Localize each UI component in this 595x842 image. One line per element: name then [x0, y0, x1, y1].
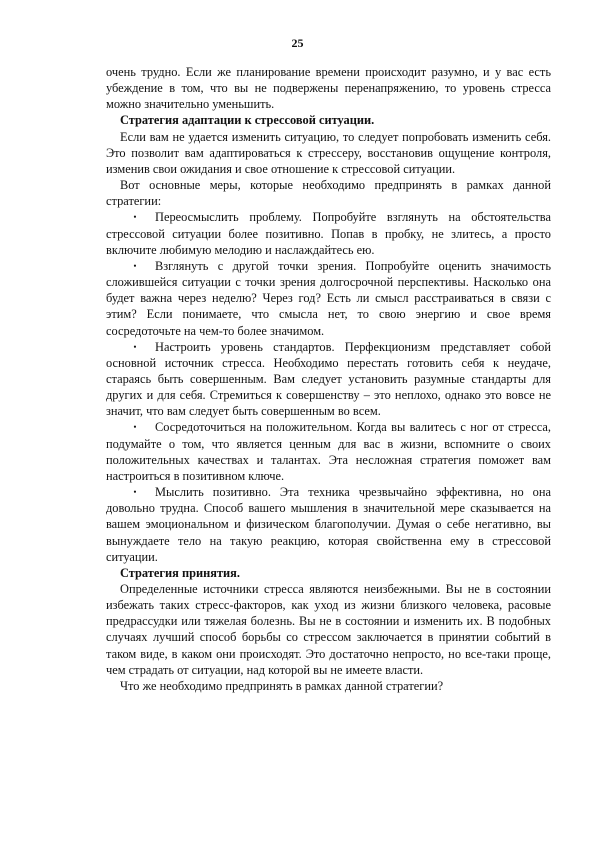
- acceptance-paragraph-2: Что же необходимо предпринять в рамках данной стратегии?: [120, 678, 444, 693]
- acceptance-paragraph-1: Определенные источники стресса являются неизбежными. Вы не в состоянии избежать таких стресс-факторов, как уход из жизни близкого человека, расовые предрассудки или тяжелая болезнь. Вы не в состоянии и изменить их. В подобных случаях лучший способ борьбы со стрессом заключается в принятии событий в таком виде, в каком они происходят. Это достаточно непросто, но все-таки проще, чем страдать от ситуации, над которой вы не имеете власти.: [106, 582, 551, 677]
- bullet-marker: •: [133, 341, 137, 352]
- bullet-marker: •: [133, 212, 137, 223]
- page-body: [106, 64, 551, 694]
- adaptation-paragraph-1: Если вам не удается изменить ситуацию, то следует попробовать изменить себя. Это позволит вам адаптироваться к стрессеру, восстановив ощущение контроля, изменив свои ожидания и свое отношение к стрессовой ситуации.: [106, 129, 551, 176]
- page-number: 25: [291, 36, 304, 50]
- bullet-item-text: Мыслить позитивно. Эта техника чрезвычайно эффективна, но она довольно трудна. Способ вашего мышления в значительной мере сказывается на вашем эмоциональном и физическом благополучии. Думая о себе негативно, вы вынуждаете тело на такую реакцию, которая свойственна ему в стрессовой ситуации.: [106, 485, 551, 564]
- bullet-item-standards: [106, 339, 551, 420]
- bullet-marker: •: [133, 422, 137, 433]
- bullet-item-positive-thinking: [106, 484, 551, 565]
- bullet-marker: •: [133, 487, 137, 498]
- bullet-item-text: Настроить уровень стандартов. Перфекционизм представляет собой основной источник стресса. Необходимо перестать готовить себя к неудаче, стараясь быть совершенным. Вам следует установить разумные стандарты для других и для себя. Стремиться к совершенству – это неплохо, однако это вовсе не значит, что вам следует быть совершенным во всем.: [106, 339, 551, 419]
- bullet-marker: •: [133, 260, 137, 271]
- bullet-item-text: Сосредоточиться на положительном. Когда вы валитесь с ног от стресса, подумайте о том, что является ценным для вас в жизни, вспомните о своих положительных качествах и талантах. Эта несложная стратегия поможет вам настроиться в позитивном ключе.: [106, 420, 551, 483]
- bullet-item-perspective: [106, 258, 551, 339]
- intro-continuation-paragraph: очень трудно. Если же планирование времени происходит разумно, и у вас есть убеждение в том, что вы не подвержены перенапряжению, то уровень стресса можно значительно уменьшить.: [106, 65, 551, 112]
- bullet-item-text: Переосмыслить проблему. Попробуйте взглянуть на обстоятельства стрессовой ситуации более позитивно. Попав в пробку, не злитесь, а просто включите любимую мелодию и наслаждайтесь ею.: [106, 210, 551, 257]
- bullet-item-reframe: [106, 209, 551, 257]
- section-heading-adaptation: Стратегия адаптации к стрессовой ситуации.: [120, 113, 375, 128]
- bullet-item-positive-focus: [106, 419, 551, 484]
- section-heading-acceptance: Стратегия принятия.: [120, 565, 240, 580]
- adaptation-paragraph-2: Вот основные меры, которые необходимо предпринять в рамках данной стратегии:: [106, 178, 551, 209]
- bullet-item-text: Взглянуть с другой точки зрения. Попробуйте оценить значимость сложившейся ситуации с точки зрения долгосрочной перспективы. Насколько она будет важна через неделю? Через год? Есть ли смысл расстраиваться в связи с этим? Если понимаете, что смысла нет, то свою энергию и свое время сосредоточьте на чем-то более значимом.: [106, 258, 551, 338]
